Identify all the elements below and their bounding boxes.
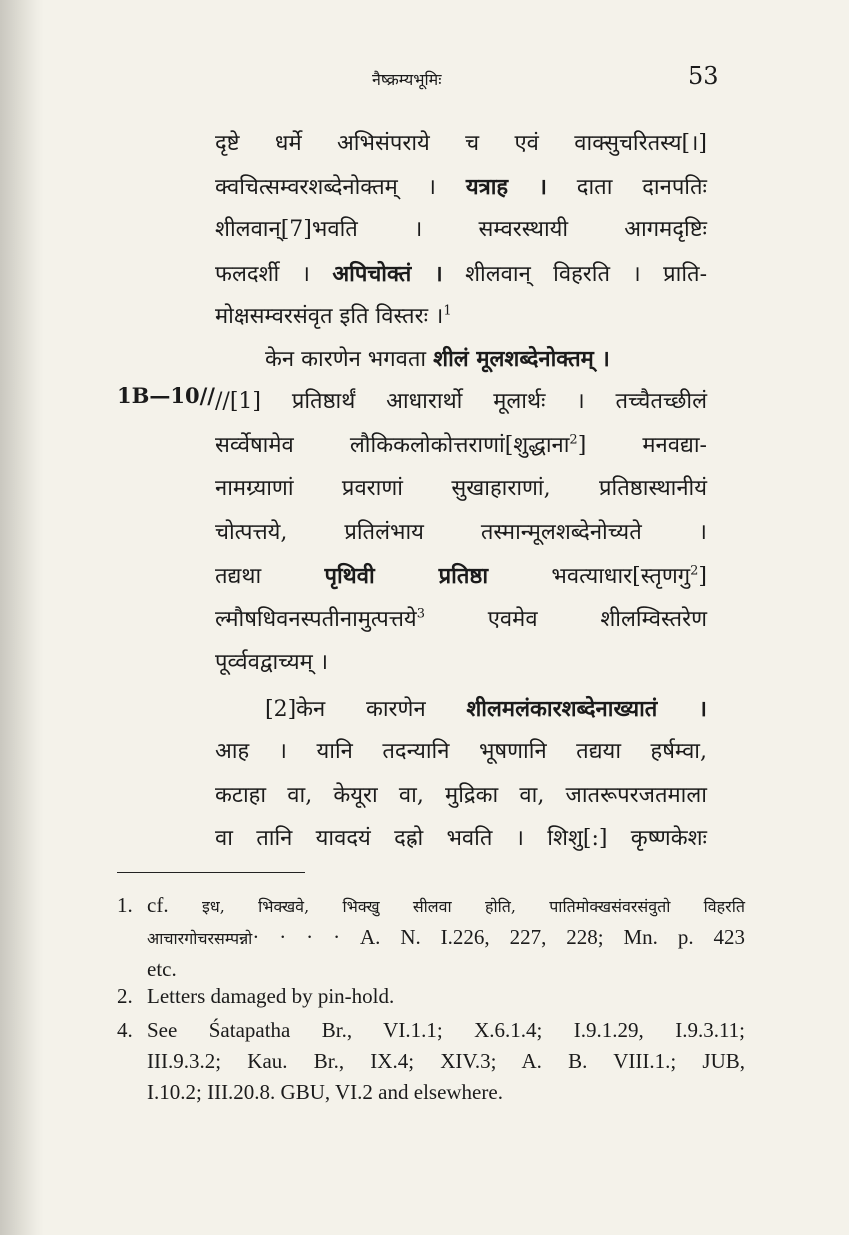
footnote-line: Letters damaged by pin-hold. <box>147 984 395 1008</box>
text-line: मोक्षसम्वरसंवृत इति विस्तरः ।$^1$ <box>215 303 452 329</box>
footnote-line: See Śatapatha Br., VI.1.1; X.6.1.4; I.9.1.29, I.9.3.11; <box>147 1018 745 1042</box>
text-line: चोत्पत्तये, प्रतिलंभाय तस्मान्मूलशब्देनोच्यते । <box>215 520 707 545</box>
footnote-line: III.9.3.2; Kau. Br., IX.4; XIV.3; A. B. VIII.1.; JUB, <box>147 1049 745 1073</box>
footnote-number: 1. <box>117 893 133 917</box>
footnote-marker: 1 <box>443 303 452 319</box>
text-line: वा तानि यावदयं दह्रो भवति । शिशु[:] कृष्णकेशः <box>215 826 707 851</box>
footnote-line: cf. इध, भिक्खवे, भिक्खु सीलवा होति, पातिमोक्खसंवरसंवुतो विहरति <box>147 893 745 917</box>
footnote-number: 4. <box>117 1018 133 1042</box>
page-number: 53 <box>688 62 719 90</box>
text-line: [2]केन कारणेन शीलमलंकारशब्देनाख्यातं । <box>265 696 708 722</box>
text-line: कटाहा वा, केयूरा वा, मुद्रिका वा, जातरूपरजतमाला <box>215 783 707 808</box>
footnote-line: I.10.2; III.20.8. GBU, VI.2 and elsewhere. <box>147 1080 503 1104</box>
running-title: नैष्क्रम्यभूमिः <box>372 70 442 89</box>
footnote-body <box>147 1015 745 1108</box>
text-line: पूर्व्ववद्वाच्यम् । <box>215 650 329 675</box>
footnote-line: etc. <box>147 957 177 981</box>
text-line: क्वचित्सम्वरशब्देनोक्तम् । यत्राह । दाता दानपतिः <box>215 174 707 200</box>
footnote-marker: 2 <box>690 563 699 579</box>
text-line: सर्व्वेषामेव लौकिकलोकोत्तराणां[शुद्धाना$^2$] मनवद्या- <box>215 432 707 458</box>
text-line: तद्यथा पृथिवी प्रतिष्ठा भवत्याधार[स्तृणगु$^2$] <box>215 563 707 589</box>
text-line: आह । यानि तदन्यानि भूषणानि तद्यया हर्षम्वा, <box>215 739 707 764</box>
footnote-body <box>147 890 745 985</box>
text-line: ल्मौषधिवनस्पतीनामुत्पत्तये$^3$ एवमेव शीलम्विस्तरेण <box>215 606 707 632</box>
running-head <box>0 62 849 92</box>
text-line: फलदर्शी । अपिचोक्तं । शीलवान् विहरति । प्राति- <box>215 261 707 287</box>
footnote-marker: 2 <box>569 432 578 448</box>
text-line: नामग्र्याणां प्रवराणां सुखाहाराणां, प्रतिष्ठास्थानीयं <box>215 476 707 501</box>
footnote-marker: 3 <box>416 606 425 622</box>
footnote-line: आचारगोचरसम्पन्नो· · · · A. N. I.226, 227, 228; Mn. p. 423 <box>147 925 745 949</box>
footnote-body <box>147 981 745 1012</box>
text-line: //[1] प्रतिष्ठार्थं आधारार्थो मूलार्थः । तच्चैतच्छीलं <box>215 389 707 414</box>
text-line: केन कारणेन भगवता शीलं मूलशब्देनोक्तम् । <box>265 346 610 372</box>
footnote-number: 2. <box>117 984 133 1008</box>
text-line: दृष्टे धर्मे अभिसंपराये च एवं वाक्सुचरितस्य[।] <box>215 131 707 156</box>
margin-reference: 1B—10// <box>117 383 215 408</box>
text-line: शीलवान्[7]भवति । सम्वरस्थायी आगमदृष्टिः <box>215 217 707 242</box>
footnote-rule <box>117 872 305 873</box>
